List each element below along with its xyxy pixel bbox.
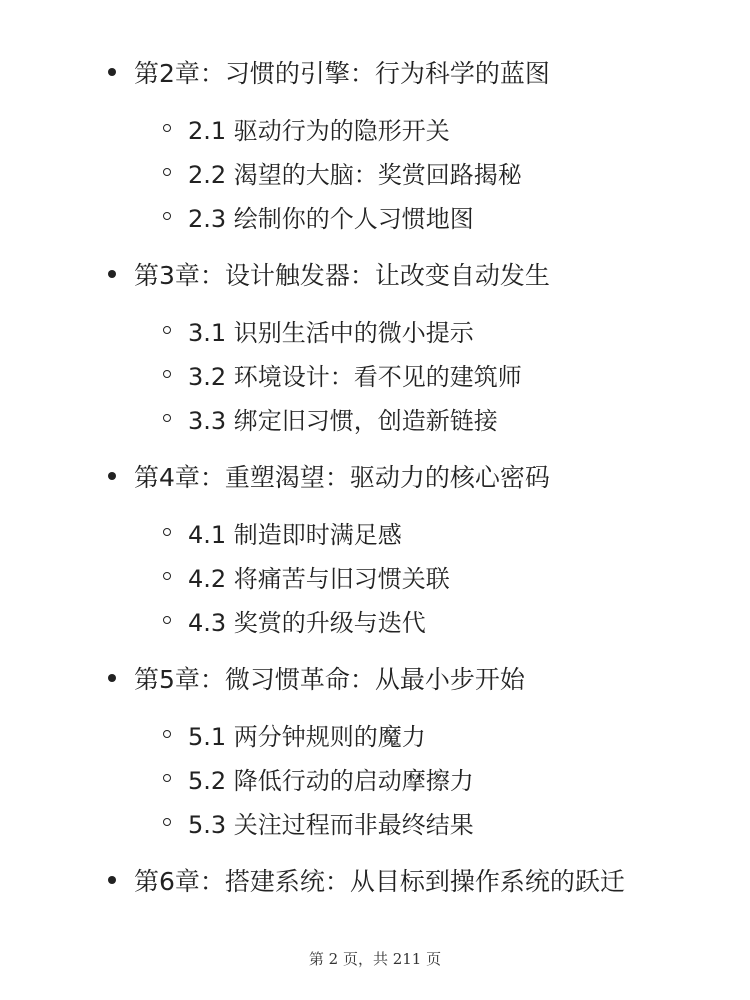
page-number-footer: 第 2 页，共 211 页: [308, 950, 442, 968]
section-title: 3.2 环境设计：看不见的建筑师: [188, 362, 522, 391]
circle-bullet-icon: [163, 124, 171, 132]
chapter-item: [108, 52, 550, 92]
chapter-title: 第5章：微习惯革命：从最小步开始: [134, 665, 525, 694]
section-title: 2.2 渴望的大脑：奖赏回路揭秘: [188, 160, 522, 189]
circle-bullet-icon: [163, 818, 171, 826]
section-item: [163, 356, 522, 392]
section-item: [163, 400, 498, 436]
circle-bullet-icon: [163, 528, 171, 536]
chapter-title: 第3章：设计触发器：让改变自动发生: [134, 261, 550, 290]
section-title: 4.2 将痛苦与旧习惯关联: [188, 564, 450, 593]
section-title: 5.2 降低行动的启动摩擦力: [188, 766, 474, 795]
section-title: 3.1 识别生活中的微小提示: [188, 318, 474, 347]
section-item: [163, 760, 474, 796]
bullet-icon: [108, 876, 116, 884]
circle-bullet-icon: [163, 168, 171, 176]
section-title: 5.3 关注过程而非最终结果: [188, 810, 474, 839]
circle-bullet-icon: [163, 730, 171, 738]
section-item: [163, 716, 426, 752]
section-item: [163, 804, 474, 840]
chapter-title: 第2章：习惯的引擎：行为科学的蓝图: [134, 59, 550, 88]
section-item: [163, 558, 450, 594]
bullet-icon: [108, 68, 116, 76]
section-title: 2.3 绘制你的个人习惯地图: [188, 204, 474, 233]
section-title: 4.3 奖赏的升级与迭代: [188, 608, 426, 637]
section-item: [163, 110, 450, 146]
circle-bullet-icon: [163, 414, 171, 422]
section-item: [163, 154, 522, 190]
section-title: 2.1 驱动行为的隐形开关: [188, 116, 450, 145]
section-title: 4.1 制造即时满足感: [188, 520, 402, 549]
section-item: [163, 602, 426, 638]
chapter-item: [108, 658, 525, 698]
chapter-item: [108, 456, 550, 496]
section-item: [163, 514, 402, 550]
section-item: [163, 312, 474, 348]
bullet-icon: [108, 472, 116, 480]
chapter-title: 第6章：搭建系统：从目标到操作系统的跃迁: [134, 867, 625, 896]
section-title: 3.3 绑定旧习惯，创造新链接: [188, 406, 498, 435]
circle-bullet-icon: [163, 212, 171, 220]
chapter-title: 第4章：重塑渴望：驱动力的核心密码: [134, 463, 550, 492]
bullet-icon: [108, 674, 116, 682]
section-item: [163, 198, 474, 234]
circle-bullet-icon: [163, 326, 171, 334]
circle-bullet-icon: [163, 370, 171, 378]
circle-bullet-icon: [163, 616, 171, 624]
chapter-item: [108, 860, 625, 900]
circle-bullet-icon: [163, 774, 171, 782]
bullet-icon: [108, 270, 116, 278]
circle-bullet-icon: [163, 572, 171, 580]
section-title: 5.1 两分钟规则的魔力: [188, 722, 426, 751]
chapter-item: [108, 254, 550, 294]
